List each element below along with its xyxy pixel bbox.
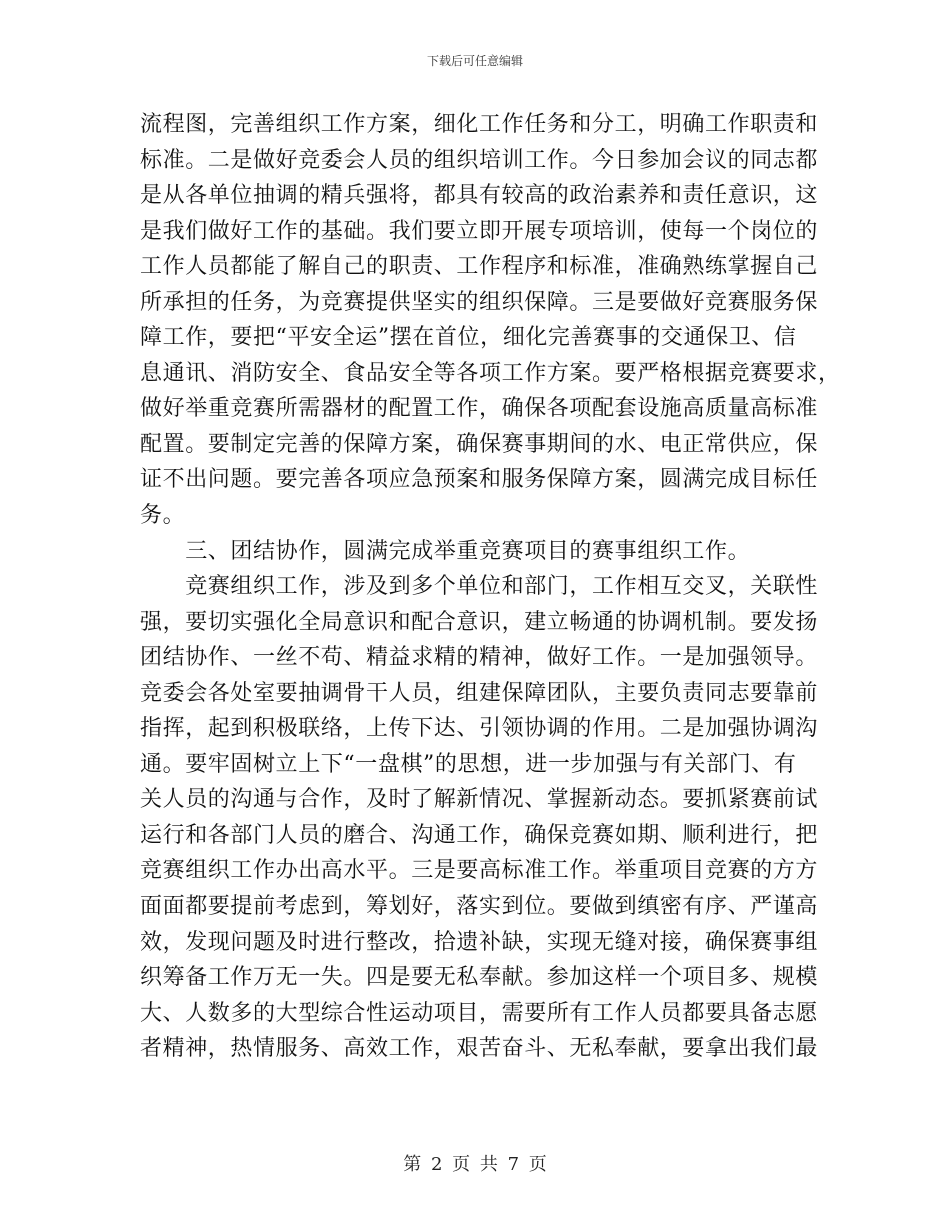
text-line: 团结协作、一丝不苟、精益求精的精神，做好工作。一是加强领导。 <box>140 645 819 671</box>
text-line: 竞委会各处室要抽调骨干人员，组建保障团队，主要负责同志要靠前 <box>140 680 819 706</box>
text-line: 工作人员都能了解自己的职责、工作程序和标准，准确熟练掌握自己 <box>140 254 819 280</box>
text-line: 证不出问题。要完善各项应急预案和服务保障方案，圆满完成目标任 <box>140 467 819 493</box>
text-line: 面面都要提前考虑到，筹划好，落实到位。要做到缜密有序、严谨高 <box>140 894 819 920</box>
text-line: 通。要牢固树立上下“一盘棋”的思想，进一步加强与有关部门、有 <box>140 751 797 777</box>
section-heading: 三、团结协作，圆满完成举重竞赛项目的赛事组织工作。 <box>140 538 751 564</box>
text-line: 大、人数多的大型综合性运动项目，需要所有工作人员都要具备志愿 <box>140 1000 819 1026</box>
text-line: 关人员的沟通与合作，及时了解新情况、掌握新动态。要抓紧赛前试 <box>140 787 819 813</box>
text-line: 做好举重竞赛所需器材的配置工作，确保各项配套设施高质量高标准 <box>140 396 819 422</box>
text-line: 织筹备工作万无一失。四是要无私奉献。参加这样一个项目多、规模 <box>140 965 819 991</box>
text-line: 者精神，热情服务、高效工作，艰苦奋斗、无私奉献，要拿出我们最 <box>140 1036 819 1062</box>
body-text <box>140 107 841 1067</box>
text-line: 是从各单位抽调的精兵强将，都具有较高的政治素养和责任意识，这 <box>140 183 819 209</box>
text-line: 配置。要制定完善的保障方案，确保赛事期间的水、电正常供应，保 <box>140 431 819 457</box>
text-line: 运行和各部门人员的磨合、沟通工作，确保竞赛如期、顺利进行，把 <box>140 822 819 848</box>
text-line: 流程图，完善组织工作方案，细化工作任务和分工，明确工作职责和 <box>140 112 819 137</box>
text-line: 指挥，起到积极联络，上传下达、引领协调的作用。二是加强协调沟 <box>140 716 819 742</box>
text-line: 强，要切实强化全局意识和配合意识，建立畅通的协调机制。要发扬 <box>140 609 819 635</box>
header-note: 下载后可任意编辑 <box>426 54 523 68</box>
text-line: 竞赛组织工作办出高水平。三是要高标准工作。举重项目竞赛的方方 <box>140 858 819 884</box>
text-line: 所承担的任务，为竞赛提供坚实的组织保障。三是要做好竞赛服务保 <box>140 289 819 315</box>
text-line: 标准。二是做好竞委会人员的组织培训工作。今日参加会议的同志都 <box>140 147 819 173</box>
text-line: 障工作，要把“平安全运”摆在首位，细化完善赛事的交通保卫、信 <box>140 325 797 351</box>
text-line: 效，发现问题及时进行整改，拾遗补缺，实现无缝对接，确保赛事组 <box>140 929 819 955</box>
page-number-footer: 第 2 页 共 7 页 <box>403 1154 547 1175</box>
text-line: 竞赛组织工作，涉及到多个单位和部门，工作相互交叉，关联性 <box>140 574 819 600</box>
text-line: 是我们做好工作的基础。我们要立即开展专项培训，使每一个岗位的 <box>140 218 819 244</box>
text-line: 息通讯、消防安全、食品安全等各项工作方案。要严格根据竞赛要求， <box>140 360 841 386</box>
text-line: 务。 <box>140 503 186 529</box>
